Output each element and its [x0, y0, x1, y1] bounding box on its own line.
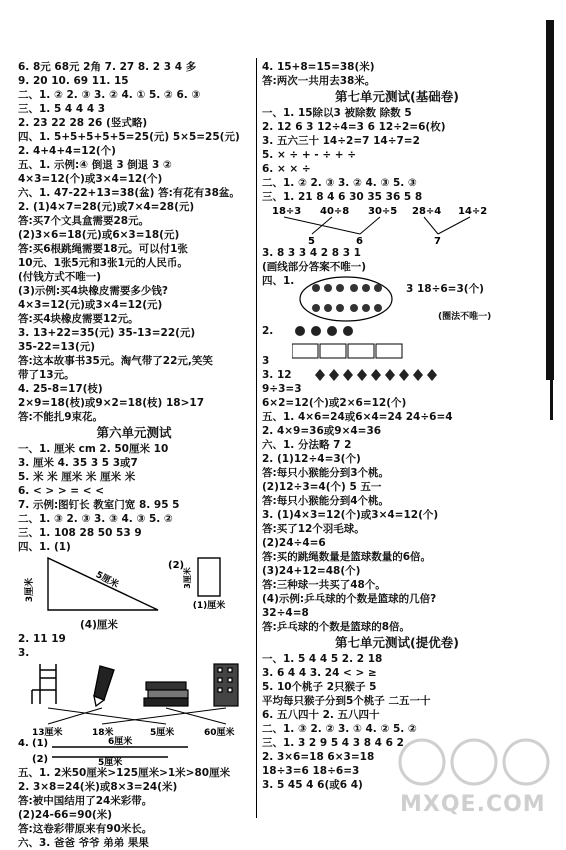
left-top-line: 3. 13+22=35(元) 35-13=22(元) — [18, 327, 196, 339]
left-top-line: 10元、1张5元和3张1元的人民币。 — [18, 257, 188, 269]
right-mid-line: 2. 12 6 3 12÷4=3 6 12÷2=6(枚) — [262, 121, 446, 133]
left-mid-line: 二、1. ③ 2. ③ 3. ③ 4. ③ 5. ② — [18, 513, 173, 525]
left-top-line: 2. (1)4×7=28(元)或7×4=28(元) — [18, 201, 195, 213]
line-3c: (画线部分答案不唯一) — [262, 261, 367, 273]
flower-icons-row1 — [295, 326, 353, 336]
q4-part1: (1) — [32, 738, 49, 749]
diamond-row-svg — [314, 368, 454, 382]
right-end-line: 3. 6 4 4 3. 24 < > ≥ — [262, 667, 377, 679]
right-end-line: 18÷3=6 18÷6=3 — [262, 765, 360, 777]
building-icon — [214, 664, 238, 706]
circle-grouping-figure — [262, 274, 532, 324]
right-mid-line: 5. × ÷ + - ÷ + ÷ — [262, 149, 357, 161]
left-mid-lines — [18, 442, 250, 554]
chair-icon — [32, 664, 56, 704]
left-top-line: 三、1. 5 4 4 4 3 — [18, 103, 106, 115]
right-end-line: 5. 10个桃子 2只猴子 5 — [262, 681, 377, 693]
left-mid-line: 7. 示例:图钉长 教室门宽 8. 95 5 — [18, 499, 180, 511]
rect-bottom-label: (1)厘米 — [192, 601, 226, 611]
left-bottom-line: 答:被中国结用了24米彩带。 — [18, 795, 153, 807]
matching-svg — [262, 204, 532, 246]
left-top-line: 4×3=12(个)或3×4=12(个) — [18, 173, 163, 185]
shape-row-figure — [262, 368, 532, 382]
si2-label: 2. — [262, 325, 274, 337]
right-after-line: 答:买了12个羽毛球。 — [262, 523, 365, 535]
right-top-line: 4. 15+8=15=38(米) — [262, 61, 375, 73]
si1-answer: 3 18÷6=3(个) — [406, 283, 484, 295]
section7b-title: 第七单元测试(提优卷) — [335, 635, 459, 650]
line-2: 2. 11 19 — [18, 633, 66, 645]
measure-18m: 18米 — [92, 728, 114, 736]
left-top-line: 9. 20 10. 69 11. 15 — [18, 75, 129, 87]
right-after-line: 32÷4=8 — [262, 607, 309, 619]
match-top-5: 14÷2 — [458, 206, 488, 217]
line-3b: 3. 8 3 3 4 2 8 3 1 — [262, 247, 361, 259]
left-mid-line: 三、1. 108 28 50 53 9 — [18, 527, 142, 539]
section6-title: 第六单元测试 — [96, 425, 172, 440]
si3-label: 3. 12 — [262, 369, 292, 381]
left-mid-line: 四、1. (1) — [18, 541, 71, 553]
left-bottom-line: (2)24-66=90(米) — [18, 809, 112, 821]
left-top-line: 四、1. 5+5+5+5+5=25(元) 5×5=25(元) — [18, 131, 240, 143]
diamond-icons — [315, 369, 437, 381]
line-3: 3. — [18, 647, 30, 659]
right-end-line: 2. 3×6=18 6×3=18 — [262, 751, 375, 763]
left-top-line: 2. 4+4+4=12(个) — [18, 145, 116, 157]
right-mid-line: 二、1. ② 2. ③ 3. ② 4. ③ 5. ③ — [262, 177, 417, 189]
si1-label: 四、1. — [262, 275, 295, 287]
left-top-line: (2)3×6=18(元)或6×3=18(元) — [18, 229, 180, 241]
right-after-line: 答:每只小猴能分到3个桃。 — [262, 467, 390, 479]
left-column — [18, 60, 250, 850]
q4-part2: (2) — [32, 754, 49, 765]
triangle-figure — [18, 554, 250, 618]
bug-groups-svg — [296, 274, 396, 324]
triangle-svg — [18, 554, 250, 618]
right-after-lines — [262, 382, 532, 634]
triangle-hyp-label: 5厘米 — [93, 570, 120, 591]
right-after-line: 五、1. 4×6=24或6×4=24 24÷6=4 — [262, 411, 453, 423]
left-top-line: 35-22=13(元) — [18, 341, 96, 353]
right-top-lines — [262, 60, 532, 88]
right-after-line: (2)24÷4=6 — [262, 537, 326, 549]
left-top-line: 6. 8元 68元 2角 7. 27 8. 2 3 4 多 — [18, 61, 197, 73]
q4-label: 4. — [18, 738, 29, 749]
match-bottom-3: 7 — [434, 236, 441, 246]
objects-figure — [18, 660, 250, 736]
left-top-line: 答:这本故事书35元。淘气带了22元,笑笑 — [18, 355, 213, 367]
page-edge-binding-small — [550, 380, 553, 420]
right-mid-line: 三、1. 21 8 4 6 30 35 36 5 8 — [262, 191, 423, 203]
section7-title: 第七单元测试(基础卷) — [335, 89, 459, 104]
left-bottom-line: 答:这卷彩带原来有90米长。 — [18, 823, 153, 835]
right-column — [262, 60, 532, 792]
ruler-svg — [18, 736, 250, 766]
right-after-line: 9÷3=3 — [262, 383, 302, 395]
right-after-line: 3. (1)4×3=12(个)或3×4=12(个) — [262, 509, 439, 521]
left-top-line: 五、1. 示例:④ 倒退 3 倒退 3 ② — [18, 159, 172, 171]
flower-boxes-row2 — [292, 344, 402, 358]
left-mid-line: 5. 米 米 厘米 米 厘米 米 — [18, 471, 136, 483]
left-top-line: 答:不能扎9束花。 — [18, 411, 104, 423]
left-top-line: 带了13元。 — [18, 369, 75, 381]
line-5cm-label: 5厘米 — [98, 758, 123, 766]
column-divider — [256, 58, 257, 818]
watermark-url: MXQE.COM — [400, 792, 546, 817]
triangle-shape — [48, 558, 158, 610]
si2-answer: 3 — [262, 355, 270, 367]
objects-svg — [18, 660, 250, 736]
left-mid-line: 3. 厘米 4. 35 3 5 3或7 — [18, 457, 138, 469]
right-after-line: 答:乒乓球的个数是篮球的8倍。 — [262, 621, 411, 633]
bug-icons — [312, 284, 382, 312]
left-top-line: (付钱方式不唯一) — [18, 271, 102, 283]
flowers-svg — [292, 324, 422, 368]
left-top-line: 答:买4块橡皮需要12元。 — [18, 313, 139, 325]
right-after-line: (4)示例:乒乓球的个数是篮球的几倍? — [262, 593, 437, 605]
right-mid-line: 6. × × ÷ — [262, 163, 311, 175]
match-top-2: 40÷8 — [320, 206, 350, 217]
match-bottom-2: 6 — [356, 236, 363, 246]
left-top-line: 答:买7个文具盒需要28元。 — [18, 215, 150, 227]
rectangle-shape — [198, 558, 220, 596]
right-after-line: 答:买的跳绳数量是篮球数量的6倍。 — [262, 551, 432, 563]
left-bottom-line: 五、1. 2米50厘米>125厘米>1米>80厘米 — [18, 767, 231, 779]
right-after-line: 答:三种球一共买了48个。 — [262, 579, 386, 591]
right-after-line: 6×2=12(个)或2×6=12(个) — [262, 397, 407, 409]
figure2-tag: (2) — [168, 560, 185, 571]
left-top-line: 2×9=18(枝)或9×2=18(枝) 18>17 — [18, 397, 205, 409]
right-after-line: 2. 4×9=36或9×4=36 — [262, 425, 382, 437]
match-top-1: 18÷3 — [272, 206, 302, 217]
left-top-line: 二、1. ② 2. ③ 3. ② 4. ① 5. ② 6. ③ — [18, 89, 201, 101]
triangle-left-label: 3厘米 — [25, 577, 35, 603]
right-mid-line: 一、1. 15除以3 被除数 除数 5 — [262, 107, 412, 119]
left-bottom-lines — [18, 766, 250, 850]
measure-5cm: 5厘米 — [150, 728, 175, 736]
right-top-line: 答:两次一共用去38米。 — [262, 75, 376, 87]
triangle-bottom-label: (4)厘米 — [80, 619, 118, 631]
right-end-line: 3. 5 45 4 6(或6 4) — [262, 779, 363, 791]
left-bottom-line: 2. 3×8=24(米)或8×3=24(米) — [18, 781, 178, 793]
right-after-line: (3)24+12=48(个) — [262, 565, 361, 577]
matching-lines — [48, 708, 226, 724]
left-top-line: 2. 23 22 28 26 (竖式略) — [18, 117, 148, 129]
book-stack-icon — [144, 682, 188, 706]
right-after-line: 六、1. 分法略 7 2 — [262, 439, 352, 451]
match-top-4: 28÷4 — [412, 206, 442, 217]
triangle-bottom-row — [18, 618, 250, 632]
page-edge-binding — [546, 20, 554, 380]
left-top-line: 4×3=12(元)或3×4=12(元) — [18, 299, 163, 311]
left-top-line: (3)示例:买4块橡皮需要多少钱? — [18, 285, 168, 297]
right-after-line: 2. (1)12÷4=3(个) — [262, 453, 361, 465]
rect-side-label: 3厘米 — [183, 567, 192, 589]
right-mid-lines — [262, 106, 532, 204]
right-end-line: 一、1. 5 4 4 5 2. 2 18 — [262, 653, 383, 665]
flower-figure — [262, 324, 532, 368]
right-after-line: 答:每只小猴能分到4个桃。 — [262, 495, 390, 507]
left-top-line: 答:买6根跳绳需要18元。可以付1张 — [18, 243, 188, 255]
left-top-line: 六、1. 47-22+13=38(盆) 答:有花有38盆。 — [18, 187, 240, 199]
right-after-line: (2)12÷3=4(个) 5 五一 — [262, 481, 382, 493]
right-end-line: 6. 五八四十 2. 五八四十 — [262, 709, 380, 721]
match-lines — [284, 217, 470, 234]
matching-figure — [262, 204, 532, 246]
ruler-figure — [18, 736, 250, 766]
right-end-line: 平均每只猴子分到5个桃子 二五一十 — [262, 695, 431, 707]
left-mid-line: 6. < > > = < < — [18, 485, 105, 497]
match-bottom-1: 5 — [308, 236, 315, 246]
left-bottom-line: 六、3. 爸爸 爷爷 弟弟 果果 — [18, 837, 149, 849]
group-circle — [300, 277, 392, 321]
pencil-icon — [94, 666, 114, 706]
measure-13cm: 13厘米 — [32, 728, 63, 736]
right-mid-line: 3. 五六三十 14÷2=7 14÷7=2 — [262, 135, 420, 147]
left-mid-line: 一、1. 厘米 cm 2. 50厘米 10 — [18, 443, 169, 455]
right-end-line: 二、1. ③ 2. ② 3. ① 4. ② 5. ② — [262, 723, 417, 735]
si1-note: (圈法不唯一) — [438, 312, 492, 322]
left-top-line: 4. 25-8=17(枝) — [18, 383, 103, 395]
measure-60cm: 60厘米 — [204, 728, 235, 736]
line-6cm-label: 6厘米 — [108, 737, 133, 747]
left-top-lines — [18, 60, 250, 424]
match-top-3: 30÷5 — [368, 206, 398, 217]
right-end-line: 三、1. 3 2 9 5 4 3 8 4 6 2 — [262, 737, 404, 749]
